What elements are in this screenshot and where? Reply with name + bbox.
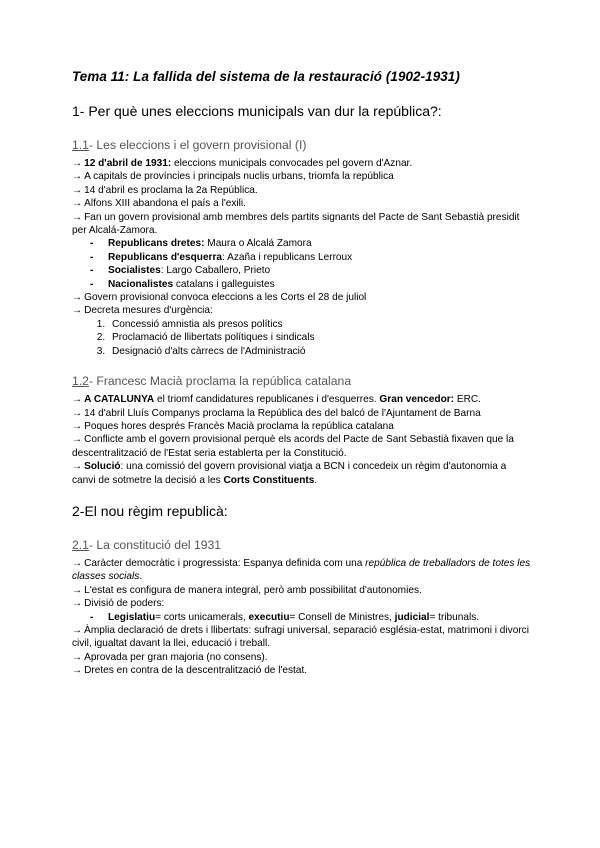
text: L'estat es configura de manera integral, però amb possibilitat d'autonomies. — [84, 584, 422, 596]
paragraph — [72, 420, 532, 433]
arrow-right-icon: → — [72, 394, 83, 406]
bold-text: Legislatiu — [108, 611, 156, 623]
subsection-1-2-number: 1.2 — [72, 374, 89, 389]
text: Decreta mesures d'urgència: — [84, 305, 213, 317]
paragraph — [72, 291, 532, 304]
list-item — [90, 237, 532, 250]
list-item — [90, 278, 532, 291]
paragraph — [72, 651, 532, 664]
paragraph — [72, 304, 532, 317]
paragraph — [72, 393, 532, 406]
document-page — [72, 68, 532, 678]
text: catalans i galleguistes — [173, 278, 275, 290]
bold-text: Socialistes — [108, 265, 161, 277]
text: Maura o Alcalá Zamora — [204, 238, 312, 250]
paragraph — [72, 584, 532, 597]
text: Àmplia declaració de drets i llibertats: sufragi universal, separació església-estat, matrimoni i divorci civil, igualtat davant la llei, educació i treball. — [72, 624, 529, 650]
text: 14 d'abril es proclama la 2a República. — [84, 184, 258, 196]
paragraph — [72, 460, 532, 487]
measures-list — [72, 318, 532, 358]
arrow-right-icon: → — [72, 171, 83, 183]
section-1-heading: 1- Per què unes eleccions municipals van dur la república?: — [72, 103, 442, 119]
arrow-right-icon: → — [72, 651, 83, 663]
arrow-right-icon: → — [72, 158, 83, 169]
subsection-1-2-heading — [72, 373, 532, 389]
paragraph — [72, 624, 532, 651]
parties-list — [72, 237, 532, 291]
paragraph — [72, 170, 532, 183]
text: Dretes en contra de la descentralització de l'estat. — [84, 665, 308, 677]
arrow-right-icon: → — [72, 198, 83, 210]
paragraph — [72, 597, 532, 610]
paragraph — [72, 433, 532, 460]
paragraph — [72, 664, 532, 677]
section-2-heading: 2-El nou règim republicà: — [72, 502, 228, 519]
bold-text: executiu — [248, 611, 290, 623]
arrow-right-icon: → — [72, 665, 83, 677]
list-item — [90, 251, 532, 264]
list-item: 1. Concessió amnistia als presos polítics — [108, 318, 532, 331]
text: . — [139, 571, 143, 583]
page-title: Tema 11: La fallida del sistema de la restauració (1902-1931) — [72, 69, 460, 84]
list-item: 3. Designació d'alts càrrecs de l'Administració — [108, 345, 532, 358]
bold-text: Republicans dretes: — [108, 238, 205, 250]
text: Caràcter democràtic i progressista: Espanya definida com una — [84, 557, 366, 569]
bold-text: Nacionalistes — [108, 278, 174, 290]
paragraph — [72, 197, 532, 210]
arrow-right-icon: → — [72, 557, 83, 569]
text: = corts unicamerals, — [155, 611, 249, 623]
list-item — [90, 264, 532, 277]
bold-text: A CATALUNYA — [84, 394, 155, 406]
list-item — [90, 611, 532, 624]
text: = Consell de Ministres, — [289, 611, 395, 623]
arrow-right-icon: → — [72, 407, 83, 419]
subsection-2-1-number: 2.1 — [72, 537, 89, 552]
text: Poques hores després Francès Macià proclama la república catalana — [84, 420, 394, 432]
text: Aprovada per gran majoria (no consens). — [84, 651, 268, 663]
text: : una comissió del govern provisional viatja a BCN i concedeix un règim d'autonomia a canvi de sotmetre la decisió a les — [72, 461, 507, 486]
text: 14 d'abril Lluís Companys proclama la República des del balcó de l'Ajuntament de Barna — [84, 407, 481, 419]
text: Alfons XIII abandona el país a l'exili. — [84, 198, 246, 210]
text: Conflicte amb el govern provisional perquè els acords del Pacte de Sant Sebastià fixaven que la descentralització de l'Estat seria establerta per la Constitució. — [72, 434, 514, 459]
text: . — [314, 474, 318, 486]
paragraph — [72, 407, 532, 420]
bold-text: Solució — [84, 461, 121, 473]
text: = tribunals. — [429, 611, 480, 623]
arrow-right-icon: → — [72, 305, 83, 317]
arrow-right-icon: → — [72, 211, 83, 223]
arrow-right-icon: → — [72, 184, 83, 196]
text: : Azaña i republicans Lerroux — [222, 251, 353, 263]
bold-text: 12 d'abril de 1931: — [84, 158, 172, 169]
italic-text: república de treballadors de totes les classes socials — [72, 557, 531, 583]
arrow-right-icon: → — [72, 420, 83, 432]
text: Divisió de poders: — [84, 598, 165, 610]
subsection-1-2-title: - Francesc Macià proclama la república catalana — [88, 374, 352, 389]
arrow-right-icon: → — [72, 584, 83, 596]
subsection-2-1-title: - La constitució del 1931 — [88, 537, 222, 552]
subsection-2-1-heading — [72, 537, 532, 553]
subsection-1-1-heading — [72, 137, 532, 153]
subsection-1-1-number: 1.1 — [72, 138, 89, 152]
text: Fan un govern provisional amb membres dels partits signants del Pacte de Sant Sebastià presidit per Alcalá-Zamora. — [72, 211, 520, 237]
bold-text: Corts Constituents — [223, 474, 315, 486]
text: eleccions municipals convocades pel govern d'Aznar. — [171, 158, 413, 169]
bold-text: Republicans d'esquerra — [108, 251, 223, 263]
text: A capitals de províncies i principals nuclis urbans, triomfa la república — [84, 171, 394, 183]
arrow-right-icon: → — [72, 434, 83, 446]
bold-text: judicial — [394, 611, 430, 623]
paragraph — [72, 557, 532, 584]
paragraph — [72, 157, 532, 170]
paragraph — [72, 211, 532, 238]
subsection-1-1-title: - Les eleccions i el govern provisional (I) — [88, 138, 307, 152]
arrow-right-icon: → — [72, 461, 83, 473]
paragraph — [72, 184, 532, 197]
text: : Largo Caballero, Prieto — [160, 265, 271, 277]
arrow-right-icon: → — [72, 598, 83, 610]
text: ERC. — [454, 394, 481, 406]
text: el triomf candidatures republicanes i d'esquerres. — [154, 394, 380, 406]
arrow-right-icon: → — [72, 624, 83, 636]
bold-text: Gran vencedor: — [379, 394, 455, 406]
powers-list — [72, 611, 532, 624]
arrow-right-icon: → — [72, 292, 83, 304]
list-item: 2. Proclamació de llibertats polítiques i sindicals — [108, 331, 532, 344]
text: Govern provisional convoca eleccions a les Corts el 28 de juliol — [84, 292, 367, 304]
